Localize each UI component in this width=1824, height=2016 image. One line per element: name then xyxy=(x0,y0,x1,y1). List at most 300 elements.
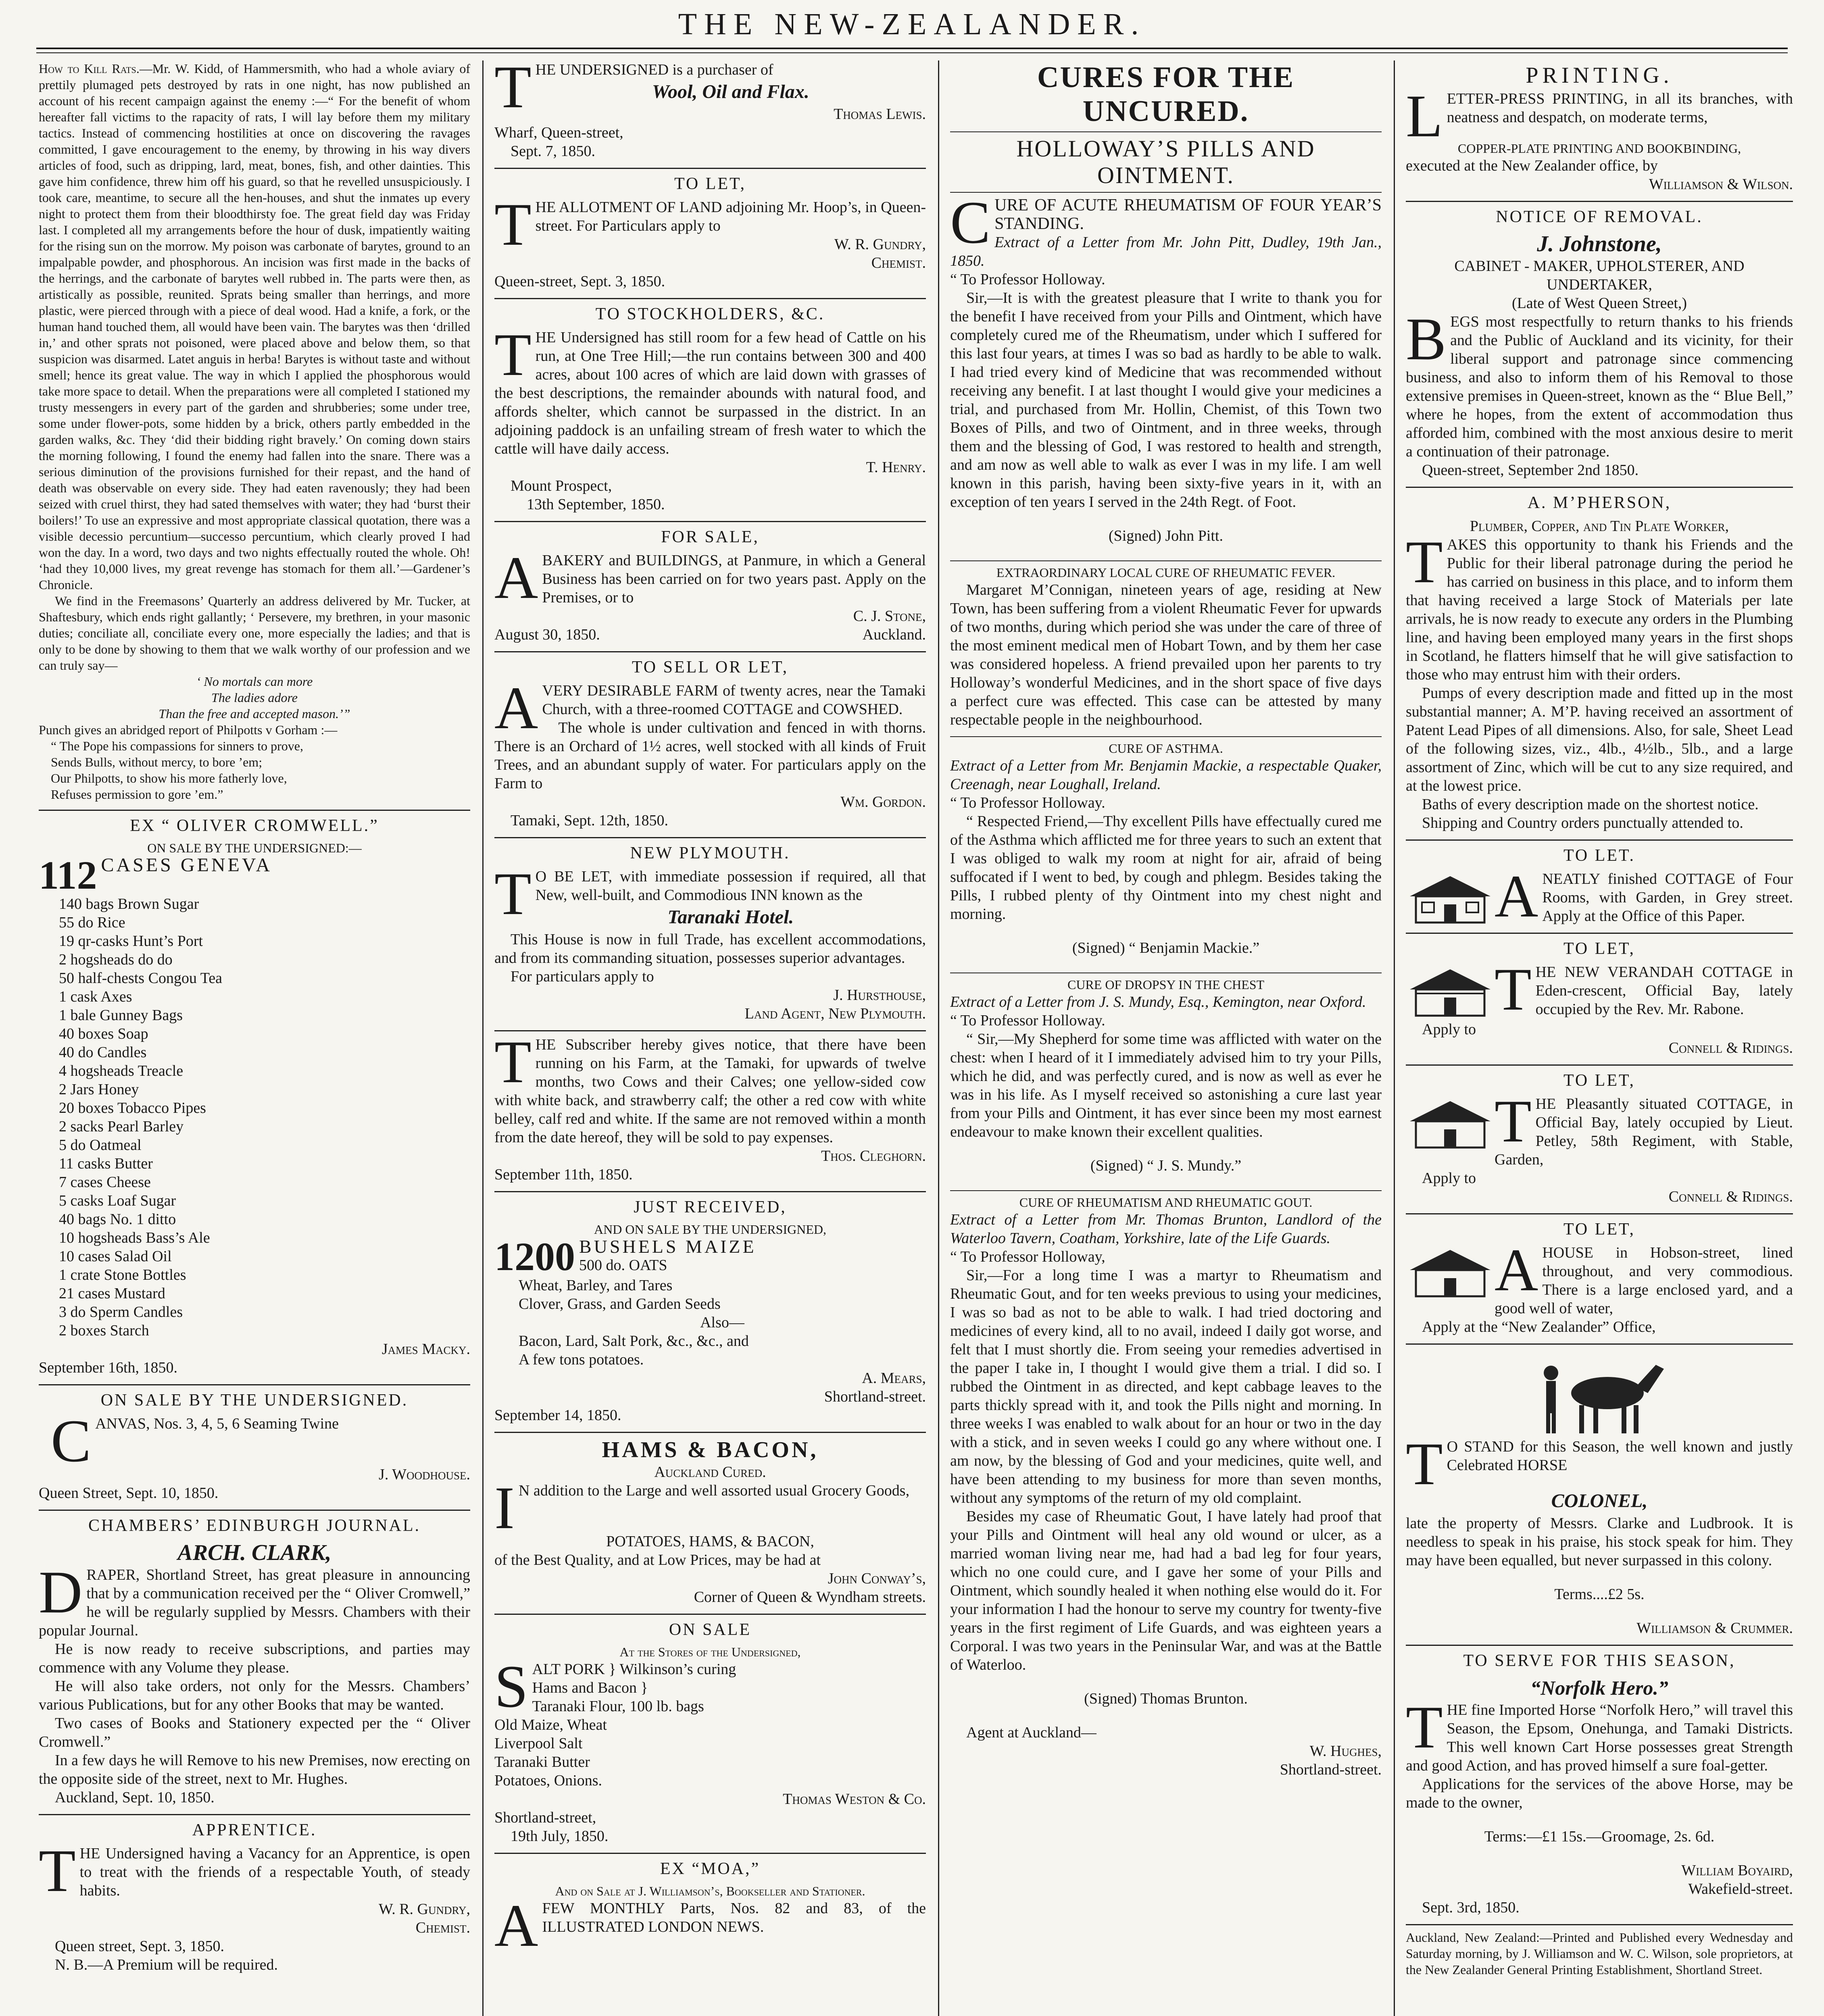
chambers-ad xyxy=(39,1515,470,1807)
hams-ad xyxy=(494,1437,926,1606)
column-rule xyxy=(482,60,484,2016)
list-item: 1 crate Stone Bottles xyxy=(59,1266,186,1283)
list-item: Clover, Grass, and Garden Seeds xyxy=(519,1295,721,1312)
plymouth-ad xyxy=(494,842,926,1023)
signature: James Macky. xyxy=(381,1341,470,1358)
drop-cap: T xyxy=(494,191,532,258)
drop-cap: B xyxy=(1406,306,1447,373)
list-item: 55 do Rice xyxy=(59,914,125,931)
drop-cap: A xyxy=(494,675,538,741)
list-item: 20 boxes Tobacco Pipes xyxy=(59,1100,206,1116)
goods-list xyxy=(494,1660,926,1790)
divider xyxy=(494,1030,926,1031)
date: Queen street, Sept. 3, 1850. xyxy=(55,1938,225,1955)
drop-cap: T xyxy=(1495,956,1532,1023)
testimonial-body: Besides my case of Rheumatic Gout, I have lately had proof that your Pills and Ointment will heal any old wound or ulcer, as a married woman living near me, had had a bad leg for four years, which no one could cure, and I gave her some of your Pills and Ointment, which soundly healed it when nothing else would do it. For your information I had the honour to serve my country for twenty-five years in the first regiment of Life Guards, and was eighteen years a Corporal. I was two years in the Peninsular War, and was at the Battle of Waterloo. xyxy=(950,1508,1382,1673)
colonel-horse-ad xyxy=(1406,1349,1793,1637)
ad-heading: A. M’PHERSON, xyxy=(1527,494,1672,512)
signature: Chemist. xyxy=(415,1919,470,1936)
ad-body: Shipping and Country orders punctually attended to. xyxy=(1422,814,1743,831)
ad-body: of the Best Quality, and at Low Prices, may be had at xyxy=(494,1552,821,1568)
printing-ad xyxy=(1406,65,1793,194)
list-item: Taranaki Flour, 100 lb. bags xyxy=(532,1698,704,1715)
list-item: 140 bags Brown Sugar xyxy=(59,896,199,912)
terms: Terms....£2 5s. xyxy=(1554,1586,1645,1603)
column-1 xyxy=(39,60,470,2016)
signature: W. Hughes, xyxy=(1309,1743,1382,1760)
salutation: “ To Professor Holloway, xyxy=(950,1248,1105,1265)
list-item: 21 cases Mustard xyxy=(59,1285,165,1302)
divider xyxy=(494,837,926,838)
ad-subheading: At the Stores of the Undersigned, xyxy=(619,1645,801,1659)
ad-brand: Wool, Oil and Flax. xyxy=(652,81,809,102)
signature: W. R. Gundry, xyxy=(378,1901,470,1918)
drop-cap: L xyxy=(1406,83,1443,150)
column-2 xyxy=(494,60,926,2016)
list-item: 7 cases Cheese xyxy=(59,1174,151,1191)
list-item: 10 hogsheads Bass’s Ale xyxy=(59,1229,210,1246)
ad-heading: TO LET. xyxy=(1563,846,1636,865)
list-item: 2 hogsheads do do xyxy=(59,951,173,968)
list-item: 11 casks Butter xyxy=(59,1155,153,1172)
date: Sept. 7, 1850. xyxy=(511,143,596,160)
divider xyxy=(39,1510,470,1511)
ad-subheading: And on Sale at J. Williamson’s, Bookseller and Stationer. xyxy=(555,1884,865,1898)
testimonial-heading: EXTRAORDINARY LOCAL CURE OF RHEUMATIC FEVER. xyxy=(996,565,1336,580)
testimonial-heading: CURE OF ASTHMA. xyxy=(1109,741,1223,756)
divider xyxy=(1406,1213,1793,1214)
signature: J. Woodhouse. xyxy=(379,1466,470,1483)
signature: Auckland. xyxy=(862,626,926,643)
ad-body: HE UNDERSIGNED is a purchaser of xyxy=(535,61,773,78)
dropsy-testimonial xyxy=(950,977,1382,1175)
ad-heading: CHAMBERS’ EDINBURGH JOURNAL. xyxy=(88,1516,421,1535)
ad-brand: “Norfolk Hero.” xyxy=(1530,1677,1668,1699)
ad-brand: Taranaki Hotel. xyxy=(667,906,794,928)
drop-cap: A xyxy=(1495,1237,1538,1304)
item-line: CASES GENEVA xyxy=(101,856,272,876)
list-item: Liverpool Salt xyxy=(494,1735,583,1752)
signature: Thos. Cleghorn. xyxy=(821,1148,926,1164)
drop-cap: T xyxy=(1406,1694,1443,1761)
cromwell-first-line xyxy=(39,856,470,895)
divider xyxy=(494,1432,926,1433)
drop-cap: T xyxy=(1495,1088,1532,1155)
list-item: 5 casks Loaf Sugar xyxy=(59,1192,176,1209)
house-icon xyxy=(1406,965,1495,1018)
moa-ad xyxy=(494,1858,926,1959)
date: Queen Street, Sept. 10, 1850. xyxy=(39,1485,219,1502)
ad-body: He is now ready to receive subscriptions, and parties may commence with any Volume they please. xyxy=(39,1641,470,1676)
ad-body: late the property of Messrs. Clarke and Ludbrook. It is needless to speak in his praise, his stock speak for him. They may have been equalled, but never surpassed in this colony. xyxy=(1406,1515,1793,1569)
apprentice-ad xyxy=(39,1819,470,1974)
salutation: “ To Professor Holloway. xyxy=(950,794,1105,811)
ad-body: He will also take orders, not only for the Messrs. Chambers’ various Publications, but for any other Books that may be wanted. xyxy=(39,1678,470,1713)
ad-heading: TO STOCKHOLDERS, &C. xyxy=(595,305,825,323)
ad-body: ANVAS, Nos. 3, 4, 5, 6 Seaming Twine xyxy=(95,1415,339,1432)
divider xyxy=(39,1384,470,1385)
ad-subheading: CABINET - MAKER, UPHOLSTERER, AND UNDERTAKER, xyxy=(1454,258,1745,293)
verandah-ad xyxy=(1406,938,1793,1057)
list-item: 4 hogsheads Treacle xyxy=(59,1062,183,1079)
testimonial-body: Sir,—It is with the greatest pleasure that I write to thank you for the benefit I have received from your Pills and Ointment, which have completely cured me of the Rheumatism, under which I suffered for this last four years, at times I was so bad as hardly to be able to walk. I had tried every kind of Medicine that was recommended without receiving any benefit. I at last thought I would give your medicines a trial, and purchased from Mr. Hollin, Chemist, of this Town two Boxes of Pills, and two of Ointment, and in three weeks, through them and the blessing of God, I was restored to health and strength, and am now as well able to walk as ever I was in my life. I am well known in this parish, having been sixty-five years in it, with an exception of ten years I served in the 24th Regt. of Foot. xyxy=(950,289,1382,510)
signature: Chemist. xyxy=(871,254,926,271)
signature: Williamson & Wilson. xyxy=(1649,176,1793,193)
punch-verse xyxy=(51,738,470,802)
apply-label: Apply to xyxy=(1422,1170,1476,1187)
quantity-number: 1200 xyxy=(494,1237,575,1276)
ad-body: Baths of every description made on the shortest notice. xyxy=(1422,796,1759,813)
extract: Extract of a Letter from Mr. Benjamin Mackie, a respectable Quaker, Creenagh, near Loughall, Ireland. xyxy=(950,757,1382,793)
divider xyxy=(950,560,1382,561)
ad-heading: ON SALE BY THE UNDERSIGNED. xyxy=(100,1391,409,1410)
ad-subheading: Auckland Cured. xyxy=(654,1464,766,1481)
ad-heading: NOTICE OF REMOVAL. xyxy=(1496,208,1703,226)
ad-heading: TO SELL OR LET, xyxy=(632,658,789,677)
note: N. B.—A Premium will be required. xyxy=(55,1956,278,1973)
verse-line: ‘ No mortals can more xyxy=(196,674,313,689)
list-item: 2 boxes Starch xyxy=(59,1322,149,1339)
ad-body: The whole is under cultivation and fenced in with thorns. There is an Orchard of 1½ acres, well stocked with all kinds of Fruit Trees, and an abundant supply of water. For particulars apply on the Farm to xyxy=(494,719,926,792)
house-icon xyxy=(1406,1097,1495,1150)
signature: John Conway’s, xyxy=(828,1570,926,1587)
ad-body: For particulars apply to xyxy=(511,968,654,985)
list-item: 1 bale Gunney Bags xyxy=(59,1007,183,1024)
drop-cap: C xyxy=(51,1408,92,1475)
apply-label: Apply to xyxy=(1422,1021,1476,1038)
gout-testimonial xyxy=(950,1194,1382,1779)
column-3 xyxy=(950,60,1382,2016)
signature: (Signed) “ J. S. Mundy.” xyxy=(1090,1157,1242,1174)
list-item: 10 cases Salad Oil xyxy=(59,1248,172,1265)
norfolk-hero-ad xyxy=(1406,1650,1793,1917)
verse-line: The ladies adore xyxy=(211,690,298,705)
list-item: 40 bags No. 1 ditto xyxy=(59,1211,176,1228)
petley-cottage-ad xyxy=(1406,1070,1793,1206)
divider xyxy=(494,651,926,652)
list-item: 2 sacks Pearl Barley xyxy=(59,1118,184,1135)
masthead-rule xyxy=(36,48,1788,53)
item-line: COPPER-PLATE PRINTING AND BOOKBINDING, xyxy=(1457,141,1741,156)
divider xyxy=(950,131,1382,132)
signature: Thomas Lewis. xyxy=(834,106,926,123)
signature: (Signed) John Pitt. xyxy=(1109,527,1223,544)
divider xyxy=(494,1614,926,1615)
ad-subheading: AND ON SALE BY THE UNDERSIGNED, xyxy=(594,1222,826,1237)
testimonial-heading: CURE OF DROPSY IN THE CHEST xyxy=(1067,977,1265,992)
signature: Connell & Ridings. xyxy=(1668,1039,1793,1056)
divider xyxy=(1406,1924,1793,1925)
list-item: 50 half-chests Congou Tea xyxy=(59,970,223,987)
signature: (Signed) “ Benjamin Mackie.” xyxy=(1072,939,1260,956)
ad-body: N addition to the Large and well assorted usual Grocery Goods, xyxy=(518,1482,910,1499)
ad-heading: TO LET, xyxy=(1563,1071,1636,1090)
signature: A. Mears, xyxy=(862,1370,926,1387)
list-item: Wheat, Barley, and Tares xyxy=(519,1277,673,1294)
agent-label: Agent at Auckland— xyxy=(966,1724,1096,1741)
list-item: Taranaki Butter xyxy=(494,1754,590,1770)
place: Shortland-street, xyxy=(494,1809,596,1826)
drop-cap: T xyxy=(1406,1431,1443,1497)
ad-heading: EX “ OLIVER CROMWELL.” xyxy=(130,816,379,835)
masthead: THE NEW-ZEALANDER. xyxy=(678,7,1146,41)
farm-ad xyxy=(494,656,926,830)
ad-heading: TO LET, xyxy=(1563,1220,1636,1239)
horse-icon xyxy=(1527,1349,1672,1437)
date: Queen-street, Sept. 3, 1850. xyxy=(494,273,665,290)
ad-subheading: ON SALE BY THE UNDERSIGNED:— xyxy=(147,841,362,855)
place: Mount Prospect, xyxy=(511,477,612,494)
ad-body: HE NEW VERANDAH COTTAGE in Eden-crescent, Official Bay, lately occupied by the Rev. Mr. Rabone. xyxy=(1535,964,1793,1018)
ad-heading: FOR SALE, xyxy=(661,528,759,546)
ad-body: HE Undersigned has still room for a few head of Cattle on his run, at One Tree Hill;—the run contains between 300 and 400 acres, about 100 acres of which are laid down with grasses of the best descriptions, the remainder abounds with natural food, and affords shelter, which cannot be surpassed in the district. In an adjoining paddock is an unfailing stream of fresh water to which the cattle will have daily access. xyxy=(494,329,926,457)
divider xyxy=(1406,201,1793,202)
testimonial-body: “ Respected Friend,—Thy excellent Pills have effectually cured me of the Asthma which afflicted me for three years to such an extent that I was obliged to walk my room at night for air, afraid of being suffocated if I went to bed, by cough and phlegm. Besides taking the Pills, I rubbed plenty of thy Ointment into my chest night and morning. xyxy=(950,813,1382,923)
signature: Williamson & Crummer. xyxy=(1636,1620,1793,1637)
signature: J. Hursthouse, xyxy=(833,987,926,1004)
house-icon xyxy=(1406,872,1495,925)
punch-intro: Punch gives an abridged report of Philpotts v Gorham :— xyxy=(39,723,338,737)
ad-body: executed at the New Zealander office, by xyxy=(1406,157,1658,174)
list-item: ALT PORK } Wilkinson’s curing xyxy=(532,1661,736,1678)
maize-quantity xyxy=(494,1237,926,1276)
extract: Extract of a Letter from Mr. Thomas Brunton, Landlord of the Waterloo Tavern, Coatham, Yorkshire, late of the Life Guards. xyxy=(950,1211,1382,1247)
ad-heading: NEW PLYMOUTH. xyxy=(630,844,790,862)
ad-body: VERY DESIRABLE FARM of twenty acres, near the Tamaki Church, with a three-roomed COTTAGE and COWSHED. xyxy=(542,682,926,718)
divider xyxy=(494,168,926,169)
date: September 14, 1850. xyxy=(494,1407,621,1424)
canvas-ad xyxy=(39,1389,470,1502)
divider xyxy=(950,192,1382,193)
ad-body: AKES this opportunity to thank his Friends and the Public for their liberal patronage during the period he has carried on business in this place, and to inform them that having received a large Stock of Materials per late arrivals, he is now ready to execute any orders in the Plumbing line, and having been employed many years in the first shops in Scotland, he flatters himself that he will give satisfaction to those who may entrust him with their orders. xyxy=(1406,536,1793,683)
place: Wharf, Queen-street, xyxy=(494,124,623,141)
item-line: POTATOES, HAMS, & BACON, xyxy=(606,1533,814,1550)
signature: T. Henry. xyxy=(866,459,926,476)
divider xyxy=(950,1190,1382,1191)
divider xyxy=(1406,1645,1793,1646)
ad-body: Pumps of every description made and fitted up in the most substantial manner; A. M’P. having received an assortment of Patent Lead Pipes of all dimensions. Also, for sale, Sheet Lead of the following sizes, viz., 4lb., 4½lb., 5lb., and a large assortment of Zinc, which will be cut to any size required, and at the lowest price. xyxy=(1406,685,1793,794)
ad-subheading: Plumber, Copper, and Tin Plate Worker, xyxy=(1470,518,1729,535)
extract: Extract of a Letter from Mr. John Pitt, Dudley, 19th Jan., 1850. xyxy=(950,234,1382,269)
ad-body: HE Undersigned having a Vacancy for an Apprentice, is open to treat with the friends of a respectable Youth, of steady habits. xyxy=(79,1845,470,1899)
divider xyxy=(1406,1343,1793,1345)
list-item: Old Maize, Wheat xyxy=(494,1716,607,1733)
signature: W. R. Gundry, xyxy=(834,236,926,253)
drop-cap: T xyxy=(39,1837,76,1904)
divider xyxy=(494,521,926,522)
divider xyxy=(1406,487,1793,488)
column-rule xyxy=(1394,60,1395,2016)
fever-testimonial xyxy=(950,564,1382,729)
drop-cap: T xyxy=(1406,529,1443,596)
list-item: 2 Jars Honey xyxy=(59,1081,139,1098)
asthma-testimonial xyxy=(950,740,1382,957)
cromwell-ad xyxy=(39,815,470,1377)
terms: Terms:—£1 15s.—Groomage, 2s. 6d. xyxy=(1484,1828,1715,1845)
verse-line: Refuses permission to gore ’em.” xyxy=(51,787,223,802)
ad-body: Applications for the services of the above Horse, may be made to the owner, xyxy=(1406,1776,1793,1811)
wool-ad xyxy=(494,60,926,160)
drop-cap: D xyxy=(39,1559,83,1626)
testimonial-body: Sir,—For a long time I was a martyr to Rheumatism and Rheumatic Gout, and for ten weeks previous to using your medicines, I was so bad as not to be able to walk. I had tried doctoring and medicines of every kind, all to no avail, indeed I daily got worse, and felt that I must shortly die. From seeing your remedies advertised in the paper I take in, I thought I would give them a trial. I did so. I rubbed the Ointment in as directed, and kept cabbage leaves to the parts thickly spread with it, and took the Pills night and morning. In three weeks I was enabled to walk about for an hour or two in the day with a stick, and in seven weeks I could go any where without one. I am now, by the blessing of God and your medicines, quite well, and have been attending to my business for more than seven months, without any symptoms of the return of my old complaint. xyxy=(950,1267,1382,1506)
extract: Extract of a Letter from J. S. Mundy, Esq., Kemington, near Oxford. xyxy=(950,993,1366,1010)
ad-heading: ON SALE xyxy=(669,1620,752,1639)
signature: Wm. Gordon. xyxy=(840,793,926,810)
date: Tamaki, Sept. 12th, 1850. xyxy=(511,812,669,829)
signature: Shortland-street. xyxy=(824,1388,926,1405)
ad-body: FEW MONTHLY Parts, Nos. 82 and 83, of the ILLUSTRATED LONDON NEWS. xyxy=(542,1900,926,1935)
divider xyxy=(1406,839,1793,841)
ad-subheading: (Late of West Queen Street,) xyxy=(1511,295,1687,312)
ad-brand: ARCH. CLARK, xyxy=(177,1540,331,1565)
list-item: 40 boxes Soap xyxy=(59,1025,148,1042)
tolet-land-ad xyxy=(494,173,926,291)
ad-body: BAKERY and BUILDINGS, at Panmure, in which a General Business has been carried on for two years past. Apply on the Premises, or to xyxy=(542,552,926,606)
tolet-cottage-ad xyxy=(1406,845,1793,930)
drop-cap: A xyxy=(494,544,538,611)
signature: Connell & Ridings. xyxy=(1668,1188,1793,1205)
drop-cap: T xyxy=(494,1029,532,1095)
date: August 30, 1850. xyxy=(494,626,600,643)
bakery-ad xyxy=(494,526,926,644)
drop-cap: S xyxy=(494,1660,528,1720)
rats-body: —Mr. W. Kidd, of Hammersmith, who had a whole aviary of prettily plumaged pets destroyed by rats in one night, has now published an account of his recent campaign against the enemy :—“ For the benefit of whom hereafter fall victims to the rapacity of rats, I will lay before them my military tactics. Instead of commencing hostilities at once on discovering the ravages committed, I gave encouragement to the enemy, by throwing in his way divers articles of food, such as dripping, lard, meat, bones, fish, and other dainties. This gave him confidence, threw him off his guard, so that he revelled unsuspiciously. I took care, meantime, to secure all the hen-houses, and shut the inmates up every night to protect them from their bloodthirsty foe. The great field day was Friday last. I completed all my arrangements before the hour of dusk, impatiently waiting for the rising sun on the morrow. My poison was carbonate of barytes, ground to an impalpable powder, and phosphorous. An incision was first made in the backs of the herrings, and the carbonate of barytes well rubbed in. The parts were then, as artistically as possible, reunited. Sprats being smaller than herrings, and more plastic, were pierced through with a piece of deal wood. Had a knife, a fork, or the human hand touched them, all would have been vain. The barytes was then ‘drilled in,’ and other sprats not poisoned, were placed above and below them, so that suspicion was disarmed. Latet anguis in herba! Barytes is without taste and without smell; hence its great value. The way in which I applied the phosphorous would take more space to detail. When the preparations were all completed I stationed my trusty messengers in every part of the garden and shrubberies; some under tree, some under flower-pots, some hidden by a brick, others partly embedded in the garden walks, &c. They ‘did their bidding right bravely.’ On coming down stairs the morning following, I found the enemy had fallen into the snare. There was a serious diminution of the provisions furnished for their repast, and the hand of death was observable on every side. They had eaten ravenously; they had been seized with cruel thirst, they had sated themselves with water; they had ‘burst their boilers!’ To use an expressive and most appropriate classical quotation, there was a visible decessio percuntium—successo percuntium, which clearly proved I had won the day. In a word, two days and two nights effectually routed the whole. Oh! ‘had they 10,000 lives, my great revenge has stomach for them all.’—Gardener’s Chronicle. xyxy=(39,61,470,592)
rats-title: How to Kill Rats. xyxy=(39,61,140,76)
date: Queen-street, September 2nd 1850. xyxy=(1422,462,1639,479)
ad-body: NEATLY finished COTTAGE of Four Rooms, with Garden, in Grey street. Apply at the Office of this Paper. xyxy=(1542,871,1793,925)
signature: Shortland-street. xyxy=(1280,1761,1382,1778)
date: Auckland, Sept. 10, 1850. xyxy=(55,1789,215,1806)
quantity-number: 112 xyxy=(39,856,97,895)
goods-list xyxy=(59,895,470,1340)
column-4 xyxy=(1406,60,1793,2016)
testimonial-heading: URE OF ACUTE RHEUMATISM OF FOUR YEAR’S STANDING. xyxy=(994,196,1382,233)
verse-line: “ The Pope his compassions for sinners to prove, xyxy=(51,739,303,753)
ad-heading: JUST RECEIVED, xyxy=(634,1198,787,1216)
ad-body: O BE LET, with immediate possession if required, all that New, well-built, and Commodious INN known as the xyxy=(535,868,926,904)
list-item: Hams and Bacon } xyxy=(532,1679,648,1696)
date: September 11th, 1850. xyxy=(494,1166,633,1183)
list-item: Also— xyxy=(700,1314,744,1331)
maize-ad xyxy=(494,1196,926,1425)
divider xyxy=(39,810,470,811)
testimonial-body: Margaret M’Connigan, nineteen years of age, residing at New Town, has been suffering from a violent Rheumatic Fever for upwards of two months, during which period she was under the care of three of the most eminent medical men of Hobart Town, and by them her case was considered hopeless. A friend prevailed upon her parents to try Holloway’s wonderful Medicines, and in the short space of five days a perfect cure was effected. This case can be attested by many respectable people in the neighbourhood. xyxy=(950,581,1382,728)
divider xyxy=(494,1191,926,1192)
item-line: BUSHELS MAIZE xyxy=(579,1237,757,1257)
ad-body: Two cases of Books and Stationery expected per the “ Oliver Cromwell.” xyxy=(39,1715,470,1750)
list-item: Bacon, Lard, Salt Pork, &c., &c., and xyxy=(519,1333,749,1350)
house-icon xyxy=(1406,1246,1495,1298)
ad-body: O STAND for this Season, the well known and justly Celebrated HORSE xyxy=(1447,1438,1793,1474)
list-item: Potatoes, Onions. xyxy=(494,1772,602,1789)
ad-heading: TO SERVE FOR THIS SEASON, xyxy=(1463,1652,1736,1670)
removal-ad xyxy=(1406,206,1793,479)
ad-body: In a few days he will Remove to his new Premises, now erecting on the opposite side of the street, next to Mr. Hughes. xyxy=(39,1752,470,1787)
ad-brand: COLONEL, xyxy=(1551,1490,1648,1512)
printer-imprint: Auckland, New Zealand:—Printed and Published every Wednesday and Saturday morning, by J. Williamson and W. C. Wilson, sole proprietors, at the New Zealander General Printing Establishment, Shortland Street. xyxy=(1406,1930,1793,1977)
list-item: 40 do Candles xyxy=(59,1044,147,1061)
drop-cap: T xyxy=(494,860,532,927)
divider xyxy=(494,298,926,299)
ad-heading: APPRENTICE. xyxy=(192,1821,317,1839)
drop-cap: C xyxy=(950,189,991,256)
ad-body: ETTER-PRESS PRINTING, in all its branches, with neatness and despatch, on moderate terms, xyxy=(1447,90,1793,126)
ad-body: HE ALLOTMENT OF LAND adjoining Mr. Hoop’s, in Queen-street. For Particulars apply to xyxy=(535,199,926,234)
ad-heading: PRINTING. xyxy=(1526,63,1673,88)
signature: (Signed) Thomas Brunton. xyxy=(1084,1690,1248,1707)
goods-list xyxy=(519,1276,926,1369)
ad-heading: EX “MOA,” xyxy=(660,1860,761,1878)
divider xyxy=(950,736,1382,737)
divider xyxy=(494,1853,926,1854)
ad-body: This House is now in full Trade, has excellent accommodations, and from its commanding situation, possesses superior advantages. xyxy=(494,931,926,966)
column-rule xyxy=(938,60,939,2016)
drop-cap: A xyxy=(494,1892,538,1959)
list-item: A few tons potatoes. xyxy=(519,1351,644,1368)
verse-line: Sends Bulls, without mercy, to bore ’em; xyxy=(51,755,263,769)
ad-body: HE fine Imported Horse “Norfolk Hero,” will travel this Season, the Epsom, Onehunga, and Tamaki Districts. This well known Cart Horse possesses great Strength and good Action, and has proved himself a sure foal-getter. xyxy=(1406,1702,1793,1774)
ad-body: HOUSE in Hobson-street, lined throughout, and very commodious. There is a large enclosed yard, and a good well of water, xyxy=(1495,1244,1793,1317)
date: 13th September, 1850. xyxy=(527,496,665,513)
ad-body: HE Subscriber hereby gives notice, that there have been running on his Farm, at the Tamaki, for upwards of twelve months, two Cows and their Calves; one yellow-sided cow with white back, and strawberry calf; the other a red cow with white belley, calf red and white. If the same are not removed within a month from the date hereof, they will be sold to pay expenses. xyxy=(494,1036,926,1146)
date: September 16th, 1850. xyxy=(39,1359,178,1376)
divider xyxy=(39,1814,470,1815)
rheumatism-testimonial xyxy=(950,189,1382,545)
rats-article xyxy=(39,60,470,802)
date-row xyxy=(494,625,926,644)
verse-line: Than the free and accepted mason.’” xyxy=(158,706,350,721)
divider xyxy=(1406,933,1793,934)
apply-label: Apply at the “New Zealander” Office, xyxy=(1422,1318,1656,1335)
onsale-ad xyxy=(494,1619,926,1845)
item-line: 500 do. OATS xyxy=(579,1257,667,1274)
stockholders-ad xyxy=(494,303,926,514)
ad-brand: J. Johnstone, xyxy=(1537,231,1662,256)
signature: William Boyaird, xyxy=(1681,1862,1793,1879)
date: 19th July, 1850. xyxy=(511,1828,609,1845)
hobson-house-ad xyxy=(1406,1218,1793,1336)
signature: Corner of Queen & Wyndham streets. xyxy=(694,1589,926,1606)
ad-heading: TO LET, xyxy=(1563,939,1636,958)
verse xyxy=(39,673,470,722)
holloway-title: HOLLOWAY’S PILLS AND OINTMENT. xyxy=(1016,135,1315,188)
ad-body: EGS most respectfully to return thanks to his friends and the Public of Auckland and its vicinity, for their liberal support and patronage since commencing business, and also to inform them of his Removal to those extensive premises in Queen-street, known as the “ Blue Bell,” where he hopes, from the extent of accommodation thus afforded him, combined with the most anxious desire to merit a continuation of their patronage. xyxy=(1406,313,1793,460)
drop-cap: I xyxy=(494,1475,515,1541)
divider xyxy=(1406,1064,1793,1066)
testimonial-heading: CURE OF RHEUMATISM AND RHEUMATIC GOUT. xyxy=(1019,1195,1313,1210)
ad-body: RAPER, Shortland Street, has great pleasure in announcing that by a communication received per the “ Oliver Cromwell,” he will be regularly supplied by Messrs. Chambers with their popular Journal. xyxy=(39,1566,470,1639)
mpherson-ad xyxy=(1406,492,1793,832)
masons-body: We find in the Freemasons’ Quarterly an address delivered by Mr. Tucker, at Shaftesbury, which ends right gallantly; ‘ Persevere, my brethren, in your masonic duties; conciliate all, conciliate every one, more especially the ladies; and that is only to be done by showing to them that we walk worthy of our profession and we can truly say— xyxy=(39,594,470,673)
list-item: 3 do Sperm Candles xyxy=(59,1304,183,1320)
cleghorn-ad xyxy=(494,1029,926,1184)
signature: Land Agent, New Plymouth. xyxy=(744,1005,926,1022)
list-item: 19 qr-casks Hunt’s Port xyxy=(59,933,203,950)
signature: Thomas Weston & Co. xyxy=(783,1791,926,1808)
drop-cap: T xyxy=(494,321,532,388)
drop-cap: T xyxy=(494,60,532,121)
ad-body: HE Pleasantly situated COTTAGE, in Official Bay, lately occupied by Lieut. Petley, 58th Regiment, with Stable, Garden, xyxy=(1495,1095,1793,1168)
salutation: “ To Professor Holloway. xyxy=(950,271,1105,288)
cures-title: CURES FOR THE UNCURED. xyxy=(1037,61,1295,128)
signature: Wakefield-street. xyxy=(1688,1881,1793,1897)
signature: C. J. Stone, xyxy=(853,608,926,625)
verse-line: Our Philpotts, to show his more fatherly love, xyxy=(51,771,287,785)
list-item: 5 do Oatmeal xyxy=(59,1137,142,1154)
drop-cap: A xyxy=(1495,863,1538,930)
ad-heading: TO LET, xyxy=(674,175,746,193)
list-item: 1 cask Axes xyxy=(59,988,132,1005)
